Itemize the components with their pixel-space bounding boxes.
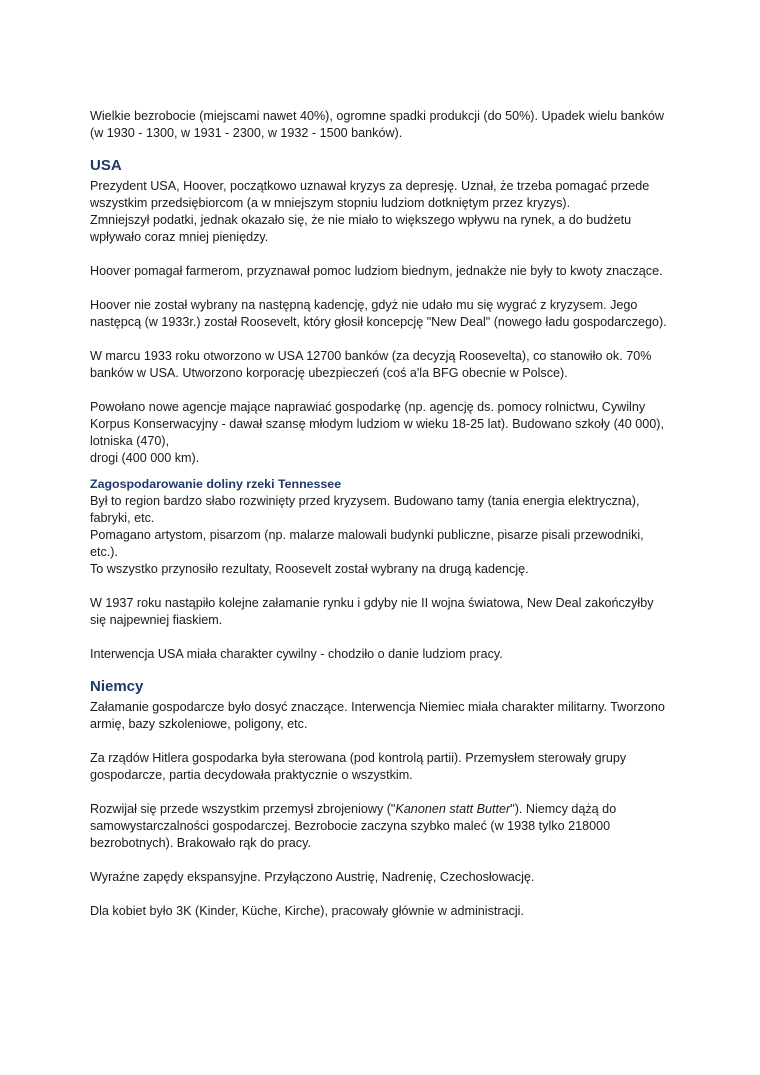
niemcy-paragraph-5: Dla kobiet było 3K (Kinder, Küche, Kirche), pracowały głównie w administracji. [90, 904, 524, 918]
usa-paragraph-5b: drogi (400 000 km). [90, 451, 200, 465]
usa-paragraph-6: W 1937 roku nastąpiło kolejne załamanie rynku i gdyby nie II wojna światowa, New Deal zakończyłby się najpewniej fiaskiem. [90, 596, 654, 627]
usa-paragraph-5a: Powołano nowe agencje mające naprawiać gospodarkę (np. agencję ds. pomocy rolnictwu, Cywilny Korpus Konserwacyjny - dawał szansę młodym ludziom w wieku 18-25 lat). Budowano szkoły (40 000), lotniska (470), [90, 400, 664, 448]
section-heading-niemcy: Niemcy [90, 678, 144, 695]
intro-paragraph: Wielkie bezrobocie (miejscami nawet 40%), ogromne spadki produkcji (do 50%). Upadek wielu banków (w 1930 - 1300, w 1931 - 2300, w 1932 - 1500 banków). [90, 109, 664, 140]
usa-paragraph-1a: Prezydent USA, Hoover, początkowo uznawał kryzys za depresję. Uznał, że trzeba pomagać przede wszystkim przedsiębiorcom (a w mniejszym stopniu ludziom dotkniętym przez kryzys). [90, 179, 650, 210]
niemcy-p3-before: Rozwijał się przede wszystkim przemysł zbrojeniowy (" [90, 802, 396, 816]
section-heading-usa: USA [90, 157, 122, 174]
subsection-heading-tennessee: Zagospodarowanie doliny rzeki Tennessee [90, 477, 342, 491]
tennessee-line-3: To wszystko przynosiło rezultaty, Roosevelt został wybrany na drugą kadencję. [90, 562, 529, 576]
usa-paragraph-4: W marcu 1933 roku otworzono w USA 12700 banków (za decyzją Roosevelta), co stanowiło ok. 70% banków w USA. Utworzono korporację ubezpieczeń (coś a'la BFG obecnie w Polsce). [90, 349, 652, 380]
niemcy-paragraph-4: Wyraźne zapędy ekspansyjne. Przyłączono Austrię, Nadrenię, Czechosłowację. [90, 870, 535, 884]
usa-paragraph-1b: Zmniejszył podatki, jednak okazało się, że nie miało to większego wpływu na rynek, a do budżetu wpływało coraz mniej pieniędzy. [90, 213, 632, 244]
niemcy-paragraph-3 [90, 801, 670, 852]
niemcy-paragraph-1: Załamanie gospodarcze było dosyć znaczące. Interwencja Niemiec miała charakter militarny. Tworzono armię, bazy szkoleniowe, poligony, etc. [90, 700, 665, 731]
niemcy-p3-after: "). Niemcy dążą do samowystarczalności gospodarczej. Bezrobocie zaczyna szybko maleć (w 1938 tylko 218000 bezrobotnych). Brakowało rąk do pracy. [90, 802, 617, 850]
usa-paragraph-3: Hoover nie został wybrany na następną kadencję, gdyż nie udało mu się wygrać z kryzysem. Jego następcą (w 1933r.) został Roosevelt, który głosił koncepcję "New Deal" (nowego ładu gospodarczego). [90, 298, 667, 329]
usa-paragraph-7: Interwencja USA miała charakter cywilny - chodziło o danie ludziom pracy. [90, 647, 503, 661]
niemcy-p3-slogan: Kanonen statt Butter [395, 802, 511, 816]
tennessee-line-1: Był to region bardzo słabo rozwinięty przed kryzysem. Budowano tamy (tania energia elektryczna), fabryki, etc. [90, 494, 640, 525]
usa-paragraph-2: Hoover pomagał farmerom, przyznawał pomoc ludziom biednym, jednakże nie były to kwoty znaczące. [90, 264, 663, 278]
niemcy-paragraph-2: Za rządów Hitlera gospodarka była sterowana (pod kontrolą partii). Przemysłem sterowały grupy gospodarcze, partia decydowała praktycznie o wszystkim. [90, 751, 627, 782]
tennessee-line-2: Pomagano artystom, pisarzom (np. malarze malowali budynki publiczne, pisarze pisali przewodniki, etc.). [90, 528, 644, 559]
